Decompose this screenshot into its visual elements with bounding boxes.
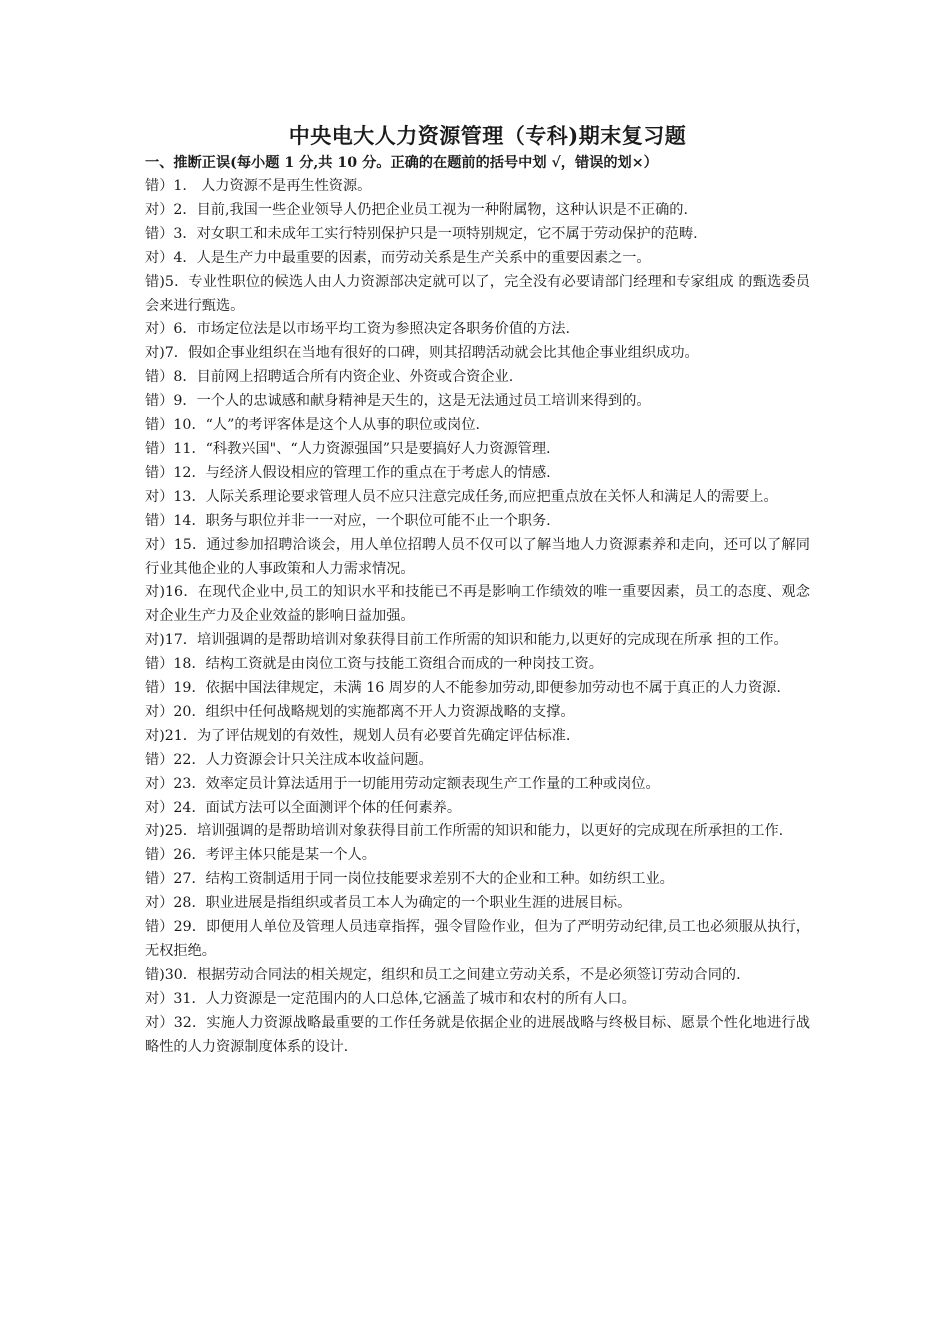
question-text: 12．与经济人假设相应的管理工作的重点在于考虑人的情感. [173, 464, 551, 481]
question-item [145, 318, 810, 342]
answer-mark: 对） [145, 536, 174, 553]
answer-mark: 错） [145, 512, 174, 529]
question-item [145, 414, 810, 438]
answer-mark: 错） [145, 225, 174, 242]
answer-mark: 错) [145, 966, 165, 983]
question-text: 21．为了评估规划的有效性，规划人员有必要首先确定评估标准. [164, 727, 571, 744]
answer-mark: 错） [145, 440, 174, 457]
answer-mark: 错） [145, 369, 174, 386]
question-item [145, 749, 810, 773]
question-text: 29．即便用人单位及管理人员违章指挥，强令冒险作业，但为了严明劳动纪律,员工也必须服从执行，无权拒绝。 [145, 919, 810, 959]
question-text: 18．结构工资就是由岗位工资与技能工资组合而成的一种岗技工资。 [173, 656, 603, 673]
question-item [145, 892, 810, 916]
question-item [145, 820, 810, 844]
answer-mark: 错） [145, 751, 174, 768]
question-item [145, 797, 810, 821]
answer-mark: 对) [145, 823, 165, 840]
answer-mark: 错） [145, 871, 174, 888]
answer-mark: 错) [145, 273, 165, 290]
question-item [145, 247, 810, 271]
question-text: 5．专业性职位的候选人由人力资源部决定就可以了，完全没有必要请部门经理和专家组成 的甄选委员会来进行甄选。 [145, 273, 810, 314]
question-text: 15．通过参加招聘洽谈会，用人单位招聘人员不仅可以了解当地人力资源素养和走向，还可以了解同行业其他企业的人事政策和人力需求情况。 [145, 536, 810, 577]
answer-mark: 对） [145, 1014, 174, 1031]
question-text: 14．职务与职位并非一一对应，一个职位可能不止一个职务. [173, 512, 551, 529]
answer-mark: 对） [145, 990, 174, 1007]
question-item [145, 271, 810, 319]
answer-mark: 错） [145, 417, 174, 434]
question-text: 25．培训强调的是帮助培训对象获得目前工作所需的知识和能力，以更好的完成现在所承担的工作. [164, 823, 784, 840]
answer-mark: 对） [145, 895, 174, 912]
answer-mark: 对） [145, 201, 174, 218]
question-text: 26．考评主体只能是某一个人。 [173, 847, 376, 864]
question-text: 27．结构工资制适用于同一岗位技能要求差别不大的企业和工种。如纺织工业。 [173, 871, 674, 888]
question-item [145, 988, 810, 1012]
question-item [145, 844, 810, 868]
answer-mark: 错） [145, 680, 174, 697]
question-item [145, 438, 810, 462]
question-item [145, 701, 810, 725]
question-text: 4．人是生产力中最重要的因素，而劳动关系是生产关系中的重要因素之一。 [173, 249, 651, 266]
question-item [145, 366, 810, 390]
answer-mark: 错） [145, 919, 174, 936]
question-text: 7．假如企事业组织在当地有很好的口碑，则其招聘活动就会比其他企事业组织成功。 [164, 345, 699, 362]
answer-mark: 错） [145, 393, 174, 410]
answer-mark: 错） [145, 464, 174, 481]
question-item [145, 629, 810, 653]
question-text: 23．效率定员计算法适用于一切能用劳动定额表现生产工作量的工种或岗位。 [173, 775, 660, 792]
question-text: 11．“科教兴国"、“人力资源强国”只是要搞好人力资源管理. [173, 440, 551, 457]
answer-mark: 对) [145, 345, 165, 362]
question-item [145, 223, 810, 247]
question-item [145, 773, 810, 797]
question-text: 13．人际关系理论要求管理人员不应只注意完成任务,而应把重点放在关怀人和满足人的需要上。 [173, 488, 778, 505]
answer-mark: 对) [145, 584, 166, 601]
question-text: 24．面试方法可以全面测评个体的任何素养。 [173, 799, 462, 816]
document-page [145, 120, 810, 1060]
question-item [145, 390, 810, 414]
question-text: 10．“人”的考评客体是这个人从事的职位或岗位. [173, 417, 481, 434]
document-title: 中央电大人力资源管理（专科)期末复习题 [288, 123, 687, 148]
question-text: 22．人力资源会计只关注成本收益问题。 [173, 751, 433, 768]
answer-mark: 对) [145, 727, 165, 744]
question-text: 2．目前,我国一些企业领导人仍把企业员工视为一种附属物，这种认识是不正确的. [173, 201, 689, 218]
question-text: 28．职业进展是指组织或者员工本人为确定的一个职业生涯的进展目标。 [173, 895, 632, 912]
question-text: 31．人力资源是一定范围内的人口总体,它涵盖了城市和农村的所有人口。 [173, 990, 636, 1007]
question-text: 1. 人力资源不是再生性资源。 [173, 178, 372, 194]
question-item [145, 534, 810, 582]
question-item [145, 199, 810, 223]
section-heading: 一、推断正误(每小题 1 分,共 10 分。正确的在题前的括号中划 √，错误的划×） [145, 155, 658, 171]
answer-mark: 对） [145, 488, 174, 505]
question-item [145, 510, 810, 534]
question-item [145, 462, 810, 486]
answer-mark: 对） [145, 249, 174, 266]
question-item [145, 916, 810, 964]
answer-mark: 对） [145, 703, 174, 720]
question-text: 8．目前网上招聘适合所有内资企业、外资或合资企业. [173, 369, 514, 386]
question-text: 17．培训强调的是帮助培训对象获得目前工作所需的知识和能力,以更好的完成现在所承 担的工作。 [164, 632, 788, 649]
question-text: 6．市场定位法是以市场平均工资为参照决定各职务价值的方法. [173, 321, 570, 338]
answer-mark: 对） [145, 321, 174, 338]
question-text: 16．在现代企业中,员工的知识水平和技能已不再是影响工作绩效的唯一重要因素，员工的态度、观念对企业生产力及企业效益的影响日益加强。 [145, 584, 810, 625]
answer-mark: 对） [145, 775, 174, 792]
question-text: 19．依据中国法律规定，未满 16 周岁的人不能参加劳动,即便参加劳动也不属于真正的人力资源. [173, 680, 781, 697]
question-item [145, 677, 810, 701]
question-item [145, 868, 810, 892]
question-text: 32．实施人力资源战略最重要的工作任务就是依据企业的进展战略与终极目标、愿景个性化地进行战略性的人力资源制度体系的设计. [145, 1014, 810, 1055]
answer-mark: 对） [145, 799, 174, 816]
question-item [145, 486, 810, 510]
question-item [145, 175, 810, 199]
answer-mark: 错） [145, 178, 174, 194]
question-item [145, 964, 810, 988]
question-text: 30．根据劳动合同法的相关规定，组织和员工之间建立劳动关系，不是必须签订劳动合同的. [164, 966, 741, 983]
answer-mark: 错） [145, 656, 174, 673]
answer-mark: 对) [145, 632, 165, 649]
question-text: 9．一个人的忠诚感和献身精神是天生的，这是无法通过员工培训来得到的。 [173, 393, 651, 410]
question-text: 20．组织中任何战略规划的实施都离不开人力资源战略的支撑。 [173, 703, 575, 720]
answer-mark: 错） [145, 847, 174, 864]
question-text: 3．对女职工和未成年工实行特别保护只是一项特别规定，它不属于劳动保护的范畴. [173, 225, 698, 242]
question-item [145, 653, 810, 677]
question-item [145, 1012, 810, 1060]
question-item [145, 342, 810, 366]
question-item [145, 581, 810, 629]
question-item [145, 725, 810, 749]
question-list [145, 175, 810, 1060]
